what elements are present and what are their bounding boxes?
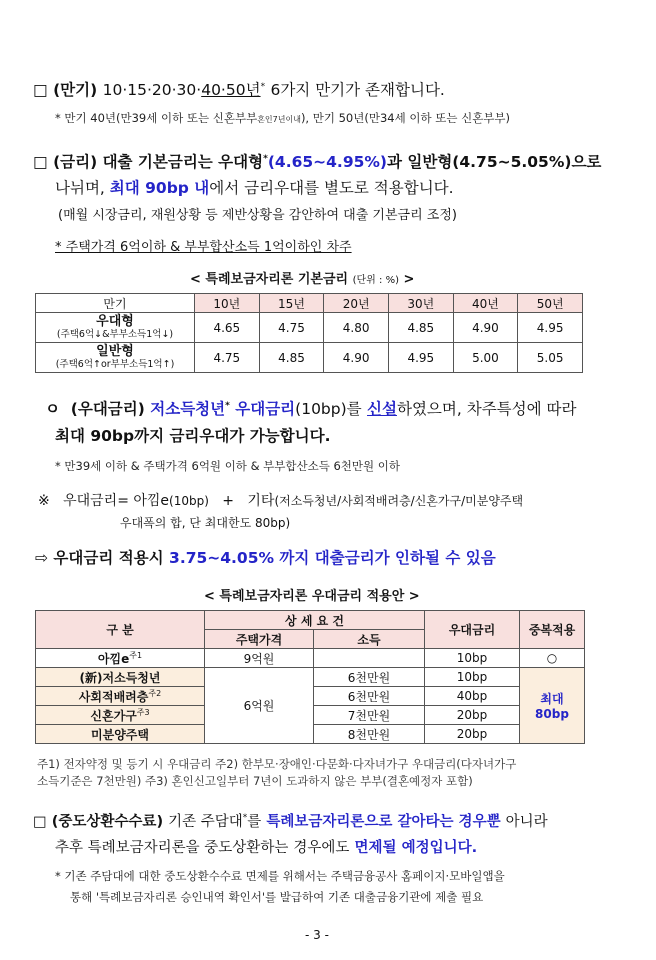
rate-preferred-range: (4.65~4.95%) xyxy=(267,153,387,171)
table-row xyxy=(36,649,585,668)
rate-line2c: 에서 금리우대를 별도로 적용합니다. xyxy=(209,179,454,197)
max-value: 80bp xyxy=(535,707,569,721)
category-cell xyxy=(36,668,205,687)
section-result xyxy=(35,546,496,568)
rate-max-90bp: 최대 90bp 내 xyxy=(109,179,210,197)
rate-cell: 5.05 xyxy=(518,343,583,373)
table-header-row xyxy=(36,611,585,630)
reference-mark: ※ xyxy=(38,493,50,509)
rate-cell: 4.95 xyxy=(518,313,583,343)
pref-line2: 최대 90bp까지 금리우대가 가능합니다. xyxy=(55,427,331,445)
header-rate: 우대금리 xyxy=(425,611,520,649)
section-rate xyxy=(33,150,601,172)
footnote-star: * xyxy=(263,153,268,164)
formula-list: (저소득청년/사회적배려층/신혼가구/미분양주택 xyxy=(274,494,524,508)
formula-a: 우대금리= 아낌e xyxy=(63,493,170,509)
table1-unit: (단위 : %) xyxy=(352,275,399,286)
header-cell: 40년 xyxy=(453,294,518,313)
maturity-text: 6가지 만기가 존재합니다. xyxy=(270,81,445,99)
formula-line2: 우대폭의 합, 단 최대한도 80bp) xyxy=(120,516,291,530)
category-name: 미분양주택 xyxy=(91,727,149,742)
rate-cell: 10bp xyxy=(425,649,520,668)
category-name: 아낌e xyxy=(97,651,130,666)
rate-line1a: (금리) 대출 기본금리는 우대형 xyxy=(53,153,264,171)
rate-cell: 4.85 xyxy=(388,313,453,343)
prepay-existing: 기존 주담대 xyxy=(168,814,243,830)
base-rate-table xyxy=(35,293,583,373)
footnote-star: * xyxy=(225,400,230,411)
pref-new: 신설 xyxy=(367,400,397,418)
circle-bullet: ㅇ xyxy=(45,400,60,418)
maturity-note-a: * 만기 40년(만39세 이하 또는 신혼부부 xyxy=(55,111,258,125)
header-duplicate: 중복적용 xyxy=(520,611,585,649)
prepay-waived: 면제될 예정입니다. xyxy=(354,840,478,856)
header-cell: 20년 xyxy=(324,294,389,313)
rate-cell: 40bp xyxy=(425,687,520,706)
arrow-icon: ⇨ xyxy=(35,549,48,567)
section-prepayment xyxy=(33,810,548,831)
maturity-terms-underlined: 40·50년 xyxy=(201,81,261,99)
result-text-a: 우대금리 적용시 xyxy=(53,549,164,567)
page-number: - 3 - xyxy=(305,928,329,942)
pref-heading: (우대금리) xyxy=(70,400,145,418)
rate-cell: 4.80 xyxy=(324,313,389,343)
table2-footnote-1: 주1) 전자약정 및 등기 시 우대금리 주2) 한부모·장애인·다문화·다자녀가구 우대금리(다자녀가구 xyxy=(37,757,517,771)
checkbox-bullet: □ xyxy=(33,81,48,99)
pref-rate-word: 우대금리 xyxy=(235,400,296,418)
table2-footnote-2: 소득기준은 7천만원) 주3) 혼인신고일부터 7년이 도과하지 않은 부부(결혼예정자 포함) xyxy=(37,774,473,788)
category-name: 사회적배려층 xyxy=(78,689,149,704)
rate-cell: 4.90 xyxy=(453,313,518,343)
footnote-star: * xyxy=(242,813,248,824)
shared-price-cell: 6억원 xyxy=(205,668,314,744)
maturity-heading: (만기) xyxy=(53,81,98,99)
header-cell: 30년 xyxy=(388,294,453,313)
table-row xyxy=(36,343,583,373)
category-cell xyxy=(36,649,205,668)
rate-cell: 4.75 xyxy=(259,313,324,343)
header-cell: 10년 xyxy=(195,294,260,313)
header-detail: 상 세 요 건 xyxy=(205,611,425,630)
price-cell: 9억원 xyxy=(205,649,314,668)
rate-line2a: 나뉘며, xyxy=(55,179,105,197)
rate-cell: 4.85 xyxy=(259,343,324,373)
row-label-main: 일반형 xyxy=(96,343,134,359)
prepay-particle: 를 xyxy=(247,814,262,830)
section-preferential xyxy=(45,397,576,419)
rate-cell: 20bp xyxy=(425,725,520,744)
rate-cell: 4.90 xyxy=(324,343,389,373)
row-label-sub: (주택6억↓&부부소득1억↓) xyxy=(56,328,174,340)
income-cell: 8천만원 xyxy=(314,725,425,744)
rate-cell: 10bp xyxy=(425,668,520,687)
row-label-main: 우대형 xyxy=(96,313,134,329)
result-text-b: 3.75~4.05% 까지 대출금리가 인하될 수 있음 xyxy=(169,549,496,567)
prepay-refinance: 특례보금자리론으로 갈아타는 경우뿐 xyxy=(266,814,501,830)
pref-note: * 만39세 이하 & 주택가격 6억원 이하 & 부부합산소득 6천만원 이하 xyxy=(55,459,401,473)
duplicate-cell: ○ xyxy=(520,649,585,668)
formula-etc: 기타 xyxy=(247,493,275,509)
header-cell: 만기 xyxy=(36,294,195,313)
table2-title: < 특례보금자리론 우대금리 적용안 > xyxy=(204,589,420,604)
rate-line2 xyxy=(55,176,454,198)
prepay-line2a: 추후 특례보금자리론을 중도상환하는 xyxy=(55,840,289,856)
footnote-ref: 주1 xyxy=(129,650,143,660)
pref-10bp: (10bp)를 xyxy=(295,400,362,418)
header-cell: 15년 xyxy=(259,294,324,313)
table1-title xyxy=(190,268,414,287)
table-row xyxy=(36,668,585,687)
header-income: 소득 xyxy=(314,630,425,649)
rate-cell: 5.00 xyxy=(453,343,518,373)
pref-line1-rest: 하였으며, 차주특성에 따라 xyxy=(396,400,577,418)
preferential-rate-table xyxy=(35,610,585,744)
header-cell: 50년 xyxy=(518,294,583,313)
prepay-line2 xyxy=(55,836,477,857)
checkbox-bullet: □ xyxy=(33,814,47,830)
income-cell: 6천만원 xyxy=(314,668,425,687)
pref-low-income-youth: 저소득청년 xyxy=(150,400,226,418)
category-cell xyxy=(36,706,205,725)
maturity-terms: 10·15·20·30· xyxy=(102,81,202,99)
income-cell: 6천만원 xyxy=(314,687,425,706)
header-price: 주택가격 xyxy=(205,630,314,649)
formula-10bp: (10bp) xyxy=(169,494,209,508)
rate-cell: 4.95 xyxy=(388,343,453,373)
rate-cell: 4.65 xyxy=(195,313,260,343)
table-header-row xyxy=(36,294,583,313)
category-cell xyxy=(36,725,205,744)
prepay-heading: (중도상환수수료) xyxy=(51,814,164,830)
prepay-note-1: * 기존 주담대에 대한 중도상환수수료 면제를 위해서는 주택금융공사 홈페이지·모바일앱을 xyxy=(55,869,505,883)
prepay-line1-end: 아니라 xyxy=(505,814,548,830)
rate-line3: (매월 시장금리, 재원상황 등 제반상황을 감안하여 대출 기본금리 조정) xyxy=(58,208,457,223)
category-cell xyxy=(36,687,205,706)
income-cell xyxy=(314,649,425,668)
prepay-line2b: 경우에도 xyxy=(293,840,350,856)
checkbox-bullet: □ xyxy=(33,153,48,171)
footnote-star: * xyxy=(260,81,266,92)
maturity-note-b: ), 만기 50년(만34세 이하 또는 신혼부부) xyxy=(300,111,511,125)
table-row xyxy=(36,313,583,343)
rate-line1c: 과 일반형(4.75~5.05%)으로 xyxy=(387,153,602,171)
section-maturity xyxy=(33,78,445,100)
row-label xyxy=(36,343,195,373)
row-label xyxy=(36,313,195,343)
row-label-sub: (주택6억↑or부부소득1억↑) xyxy=(55,358,175,370)
footnote-ref: 주2 xyxy=(148,688,162,698)
maturity-note xyxy=(55,110,510,126)
rate-note: * 주택가격 6억이하 & 부부합산소득 1억이하인 차주 xyxy=(55,240,352,255)
rate-cell: 4.75 xyxy=(195,343,260,373)
rate-cell: 20bp xyxy=(425,706,520,725)
section-formula xyxy=(38,490,523,510)
formula-plus: + xyxy=(222,493,235,509)
max-label: 최대 xyxy=(540,692,564,706)
maturity-note-small: 혼인7년이내 xyxy=(257,115,301,124)
category-name: (新)저소득청년 xyxy=(79,670,161,685)
category-name: 신혼가구 xyxy=(90,708,137,723)
max-cell xyxy=(520,668,585,744)
header-category: 구 분 xyxy=(36,611,205,649)
table1-title-end: > xyxy=(403,272,415,287)
footnote-ref: 주3 xyxy=(136,707,150,717)
table1-title-text: < 특례보금자리론 기본금리 xyxy=(190,272,349,287)
prepay-note-2: 통해 '특례보금자리론 승인내역 확인서'를 발급하여 기존 대출금융기관에 제출 필요 xyxy=(70,890,484,904)
income-cell: 7천만원 xyxy=(314,706,425,725)
